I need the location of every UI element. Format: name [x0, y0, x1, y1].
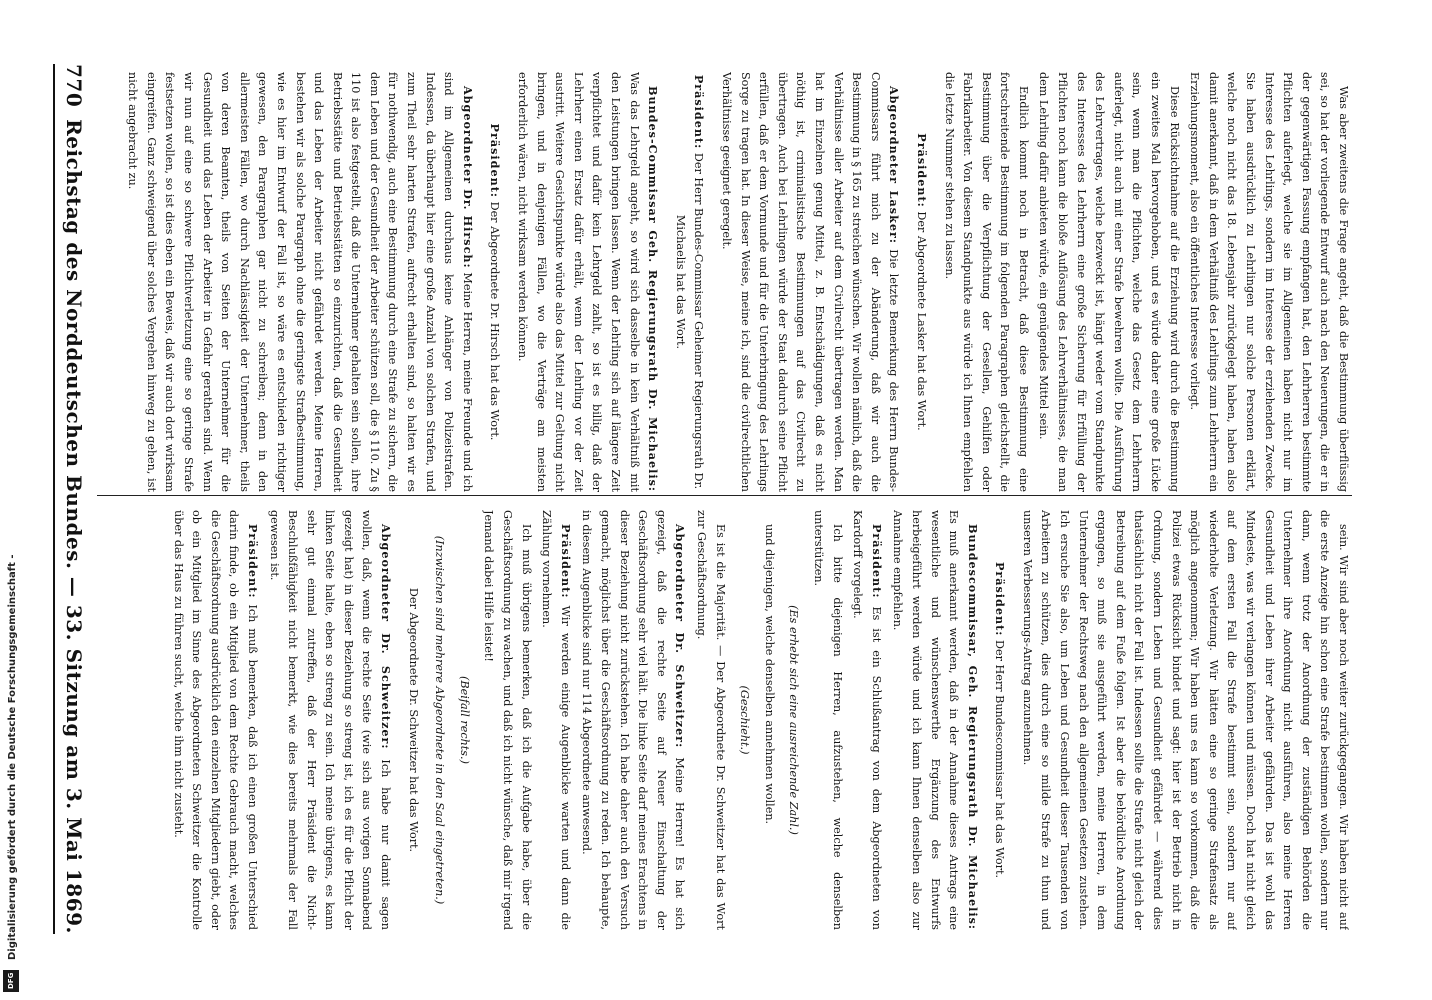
header-rule — [53, 64, 55, 934]
speech — [716, 72, 903, 492]
speech — [537, 510, 575, 930]
speech — [577, 510, 690, 930]
speech — [264, 510, 395, 930]
speech — [512, 72, 662, 492]
speech — [485, 72, 505, 492]
stage-direction: (Es erhebt sich eine ausreichende Zahl.) — [787, 605, 801, 835]
speech-text: Der Herr Bundes-Commissar Geheimer Regierungsrath Dr. Michaelis hat das Wort. — [673, 152, 706, 490]
speech — [888, 510, 982, 930]
page-header — [59, 64, 89, 934]
speech-text: Der Abgeordnete Lasker hat das Wort. — [914, 211, 928, 431]
running-title: Reichstag des Norddeutschen Bundes. — 33. Sitzung am 3. Mai 1869. — [62, 119, 86, 934]
paragraph: und diejenigen, welche denselben annehmen wollen. — [762, 524, 776, 825]
speaker-label: Präsident: — [993, 561, 1008, 637]
speech — [990, 510, 1010, 930]
speech-text: Ich muß bemerken, daß ich einen großen Unterschied darin finde, ob ein Mitglied von dem Rechte Gebrauch macht, welches die Geschäftsordnung ausdrücklich den einzelnen Mitgliedern giebt, oder ob ein Mitglied im Sinne des Abgeordneten Schweitzer die Kontrolle über das Haus zu führen sucht, welche ihm nicht zusteht. — [171, 510, 259, 930]
speaker-label: Präsident: — [869, 524, 884, 599]
speech — [848, 510, 886, 930]
speech-text: Was das Lehrgeld angeht, so wird sich dasselbe in kein Verhältniß mit den Leistungen bringen lassen. Wenn der Lehrling sich auf längere Zeit verpflichtet und dafür kein Lehrgeld zahlt, so ist es billig, daß der Lehrherr einen Ersatz dafür erhält, wenn der Lehrling vor der Zeit austritt. Weitere Gesichtspunkte würde also das Mittel zur Geltung nicht bringen, und in denjenigen Fällen, wo die Verträge am meisten erforderlich wären, nicht wirksam werden können. — [516, 72, 641, 492]
speech-text: Meine Herren, meine Freunde und ich sind im Allgemeinen durchaus keine Anhänger von Polizeistrafen. Indessen, da überhaupt hier eine große Anzahl von solchen Strafen, und zum Theil sehr harten Strafen, aufrecht erhalten sind, so halten wir es für nothwendig, auch eine Bestimmung durch eine Strafe zu sichern, die dem Leben und der Gesundheit der Arbeiter schützen soll, die § 110. Zu § 110 ist also festgestellt, daß die Unternehmer gehalten sein sollen, ihre Betriebsstätte und Betriebsstätten so einzurichten, daß die Gesundheit und das Leben der Arbeiter nicht gefährdet werden. Meine Herren, bestehen wir als solche Paragraph ohne die geringste Strafbestimmung, wie es hier im Entwurf der Fall ist, so wäre es entschieden richtiger gewesen, den Paragraphen gar nicht zu schreiben; denn in den allermeisten Fällen, wo durch Nachlässigkeit der Unternehmer, theils von deren Beamten, theils von Seiten der Unternehmer für die Gesundheit und das Leben der Arbeiter in Gefahr gerathen sind. Wenn wir nun auf eine so schwere Pflichtverletzung eine so geringe Strafe festsetzen wollen, so ist dies eben ein Beweis, daß wir auch dort wirksam eingreifen. Ganz schweigend über solches Vergehen hinweg zu gehen, ist nicht angebracht zu. — [126, 72, 474, 492]
right-column — [102, 510, 1352, 930]
speech — [123, 72, 477, 492]
speaker-label: Präsident: — [914, 133, 929, 208]
speaker-label: Abgeordneter Dr. Hirsch: — [460, 86, 475, 269]
paragraph: Endlich kommt noch in Betracht, daß diese Bestimmung eine fortschreitende Bestimmung im folgenden Paragraphen gleichstellt, die Bestimmung über die Verpflichtung der Gesellen, Gehilfen oder Fabrikarbeiter. Von diesem Standpunkte aus würde ich Ihnen empfehlen die letzte Nummer stehen zu lassen. — [942, 72, 1030, 492]
speaker-label: Präsident: — [692, 74, 707, 150]
speaker-label: Abgeordneter Dr. Schweitzer: — [673, 524, 688, 749]
paragraph: Ich muß übrigens bemerken, daß ich die Aufgabe habe, über die Geschäftsordnung zu wachen, und daß ich nicht wünsche, daß mir irgend Jemand dabei Hilfe leistet! — [482, 510, 533, 930]
speaker-label: Präsident: — [558, 524, 573, 599]
speech-text: Es muß anerkannt werden, daß in der Annahme dieses Antrags eine wesentliche und wünschenswerthe Ergänzung des Entwurfs herbeigeführt werden würde und ich kann Ihnen denselben also zur Annahme empfehlen. — [891, 510, 961, 930]
speech — [670, 72, 708, 492]
speech — [168, 510, 262, 930]
stage-direction: (Inzwischen sind mehrere Abgeordnete in den Saal eingetreten.) — [433, 535, 447, 905]
speech-text: Wir werden einige Augenblicke warten und dann die Zählung vornehmen. — [540, 510, 572, 930]
funding-notice: Digitalisierung gefördert durch die Deutsche Forschungsgemeinschaft - — [7, 554, 18, 960]
column-divider — [97, 495, 1352, 496]
paragraph: Diese Rücksichtnahme auf die Erziehung wird durch die Bestimmung ein zweites Mal hervorgehoben, und es würde daher eine große Lücke sein, wenn man die Pflichten, welche das Gesetz dem Lehrherrn auferlegt, nicht auch mit einer Strafe bewehren wollte. Die Ausführung des Lehrvertrages, welche bezweckt ist, hängt weder vom Standpunkte des Interesses des Lehrherrn eine große Sicherung für Erfüllung der Pflichten noch kann die bloße Auflösung des Lehrverhältnisses, die man dem Lehrling dafür anbieten würde, ein genügendes Mittel sein. — [1037, 72, 1181, 492]
speaker-label: Bundescommissar, Geh. Regierungsrath Dr. Michaelis: — [965, 524, 980, 930]
speech-text: Die letzte Bemerkung des Herrn Bundes-Commissars führt mich zu der Abänderung, daß wir auch die Bestimmung in § 165 zu streichen wünschen. Wir wollen nämlich, daß die Verhältnisse aller Arbeiter auf dem Civilrecht übertragen werden. Man hat im Einzelnen genug Mittel, z. B. Entschädigungen, daß es nicht nöthig ist, criminalistische Bestimmungen auf das Civilrecht zu übertragen. Auch bei Lehrlingen würde der Staat dadurch seine Pflicht erfüllen, daß er dem Vormunde und für die Unterbringung des Lehrlings Sorge zu tragen hat. In dieser Weise, meine ich, sind die civilrechtlichen Verhältnisse geeignet geregelt. — [720, 72, 901, 492]
dfg-logo: DFG — [3, 970, 19, 992]
digitization-footer — [0, 0, 22, 1000]
speaker-label: Bundes-Commissar Geh. Regierungsrath Dr. Michaelis: — [646, 86, 661, 492]
left-column — [102, 72, 1352, 492]
speech-text: Der Abgeordnete Dr. Hirsch hat das Wort. — [488, 201, 502, 441]
speaker-label: Präsident: — [488, 123, 503, 199]
paragraph: Es ist die Majorität. — Der Abgeordnete Dr. Schweitzer hat das Wort zur Geschäftsordnung. — [695, 510, 727, 930]
speaker-label: Präsident: — [245, 524, 260, 599]
speech — [911, 72, 931, 492]
stage-direction: (Geschieht.) — [738, 685, 752, 755]
paragraph: sein. Wir sind aber noch weiter zurückgegangen. Wir haben nicht auf die erste Anzeige hin schon eine Strafe bestimmen wollen, sondern nur dann, wenn trotz der Anordnung der zuständigen Behörden die Unternehmer ihre Anordnung nicht ausführen, also meine Herren Gesundheit und Leben ihrer Arbeiter gefährden. Das ist wohl das Mindeste, was wir verlangen können und müssen. Doch hat nicht gleich auf dem ersten Fall die Strafe bestimmt sein, sondern nur auf wiederholte Verletzung. Wir hätten eine so geringe Strafensatz als möglich angenommen; Wir haben uns es kann so vorkommen, daß die Polizei etwas Rücksicht bindet und sagt: hier ist der Betrieb nicht in Ordnung, sondern Leben und Gesundheit gefährdet — während dies thatsächlich nicht der Fall ist. Indessen sollte die Strafe nicht gleich der Betreibung auf dem Fuße folgen. Ist aber die behördliche Anordnung ergangen, so muß sie ausgeführt werden, meine Herren, in dem Unternehmer der Rechtsweg nach den allgemeinen Gesetzen zustehen. Ich ersuche Sie also, um Leben und Gesundheit dieser Tausenden von Arbeitern zu schützen, dies durch eine so milde Strafe zu thun und unseren Verbesserungs-Antrag anzunehmen. — [1020, 510, 1350, 930]
speaker-label: Abgeordneter Lasker: — [887, 86, 902, 244]
paragraph: Ich bitte diejenigen Herren, aufzustehen, welche denselben unterstützen. — [811, 510, 844, 930]
paragraph: Der Abgeordnete Dr. Schweitzer hat das Wort. — [406, 587, 420, 853]
speech-text: Ich habe nur damit sagen wollen, daß, wenn die rechte Seite (wie sich aus vorigen Sonnabend gezeigt hat) in dieser Beziehung so streng ist, ich es für die Pflicht der linken Seite halte, eben so streng zu sein. Ich meine übrigens, es kann sehr gut einmal zutreffen, daß der Herr Präsident die Nicht-Beschlußfähigkeit nicht bemerkt, wie dies bereits mehrmals der Fall gewesen ist. — [267, 510, 393, 930]
stage-direction: (Beifall rechts.) — [457, 676, 471, 764]
speech-text: Meine Herren! Es hat sich gezeigt, daß die rechte Seite auf Neuer Einschaltung der Geschäftsordnung sehr viel hält. Die linke Seite darf meines Erachtens in dieser Beziehung nicht zurückstehen. Ich habe daher auch den Versuch gemacht, möglichst über die Geschäftsordnung zu reden. Ich behaupte, in diesem Augenblicke sind nur 114 Abgeordnete anwesend. — [580, 510, 687, 930]
speech-text: Es ist ein Schlußantrag von dem Abgeordneten von Kardorff vorgelegt. — [851, 510, 883, 930]
speech-text: Der Herr Bundescommissar hat das Wort. — [993, 639, 1007, 879]
paragraph: Was aber zweitens die Frage angeht, daß die Bestimmung überflüssig sei, so hat der vorliegende Entwurf auch nach den Neuerungen, die er in der gegenwärtigen Fassung empfangen hat, den Lehrherren bestimmte Pflichten auferlegt, welche sie im Allgemeinen haben nicht nur im Interesse des Lehrlings, sondern im Interesse der erziehenden Zwecke. Sie haben ausdrücklich zu Lehrlingen nur solche Personen erklärt, welche noch nicht das 18. Lebensjahr zurückgelegt haben, haben also damit anerkannt, daß in dem Verhältniß des Lehrlings zum Lehrherrn ein Erziehungsmoment, also ein öffentliches Interesse vorliegt. — [1188, 72, 1350, 492]
speaker-label: Abgeordneter Dr. Schweitzer: — [379, 524, 394, 750]
page-number: 770 — [62, 64, 86, 108]
